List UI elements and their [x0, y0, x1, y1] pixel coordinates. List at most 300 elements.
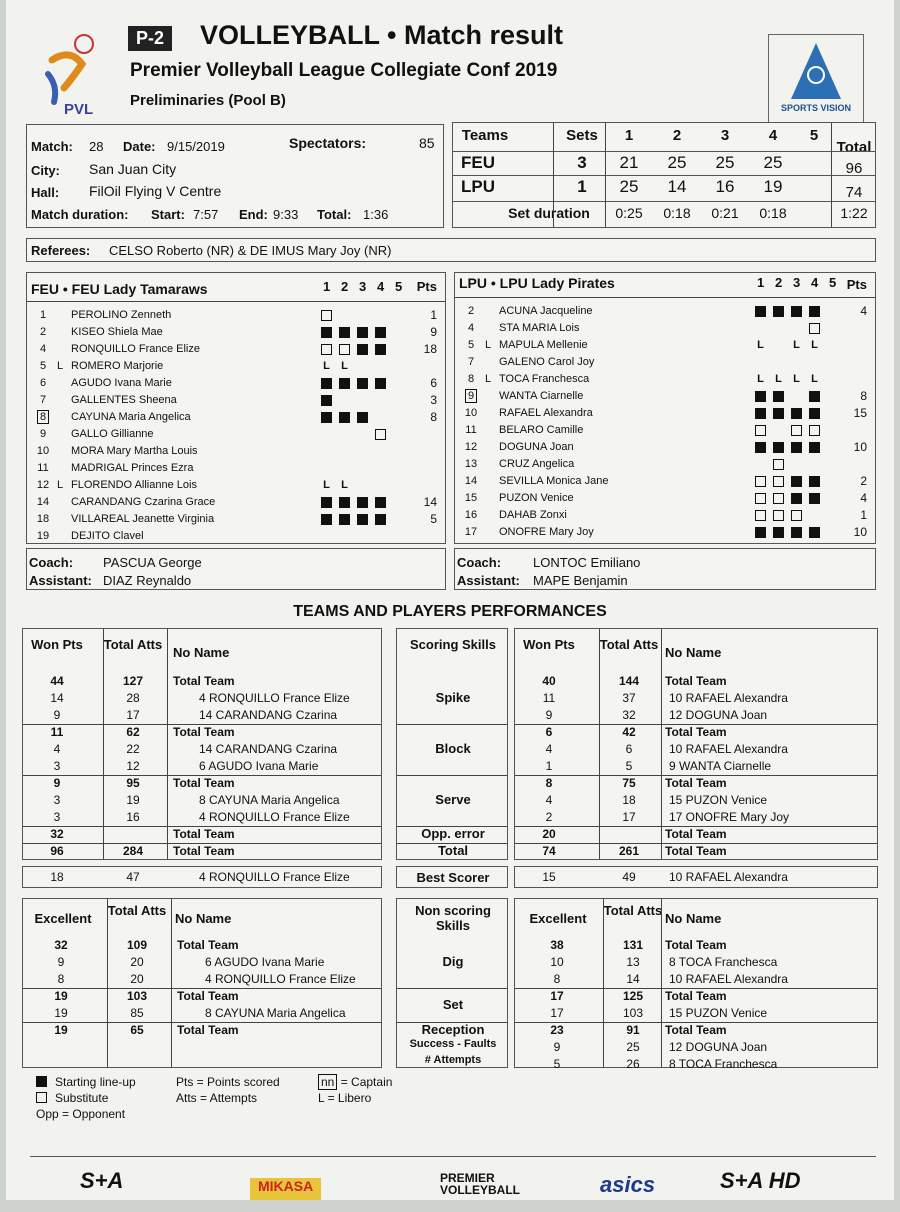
libero-marker: L: [485, 373, 492, 385]
player-stat-row: [23, 792, 381, 809]
feu-coach-box: [26, 548, 446, 590]
substitute-square-icon: [321, 344, 332, 355]
player-sets: [321, 463, 411, 474]
legend-left: [36, 1074, 136, 1122]
no-name-header: No Name: [173, 645, 230, 660]
spectators-count: 85: [419, 135, 435, 151]
stat-name: Total Team: [665, 776, 727, 790]
team-total-row: [23, 843, 381, 860]
lpu-set2: 14: [667, 177, 687, 196]
libero-set-marker: L: [793, 373, 800, 385]
feu-assistant: DIAZ Reynaldo: [103, 573, 192, 588]
starting-square-icon: [773, 306, 784, 317]
stat-attempts: 37: [622, 691, 636, 705]
player-points: 15: [853, 406, 867, 420]
feu-best-scorer: [22, 866, 382, 888]
stat-name: 15 PUZON Venice: [669, 1006, 768, 1020]
stat-excellent: 8: [57, 972, 65, 986]
stat-name: Total Team: [177, 938, 239, 952]
starting-square-icon: [357, 344, 368, 355]
stat-name: 10 RAFAEL Alexandra: [669, 972, 788, 986]
stat-name: Total Team: [177, 989, 239, 1003]
player-stat-row: [515, 1005, 877, 1022]
stat-excellent: 19: [54, 1006, 68, 1020]
total-label: Total:: [317, 207, 352, 222]
stat-name: Total Team: [665, 725, 727, 739]
player-sets: [321, 395, 411, 406]
player-number: 12: [464, 441, 478, 453]
nonscoring-skills-column: [396, 898, 508, 1068]
stat-excellent: 9: [545, 708, 553, 722]
referees-box: [26, 238, 876, 262]
player-number: 6: [39, 377, 47, 389]
scoring-skill-list: [397, 673, 507, 861]
stat-name: 6 AGUDO Ivana Marie: [205, 955, 325, 969]
player-name: GALLENTES Sheena: [71, 394, 177, 406]
starting-square-icon: [357, 497, 368, 508]
player-row: [27, 443, 445, 460]
lpu-best-scorer: [514, 866, 878, 888]
player-number: 14: [36, 496, 50, 508]
skill-label: Spike: [435, 690, 471, 705]
player-row: [455, 507, 875, 524]
substitute-square-icon: [755, 493, 766, 504]
starting-square-icon: [755, 527, 766, 538]
stat-attempts: 65: [130, 1023, 144, 1037]
substitute-square-icon: [809, 323, 820, 334]
stat-attempts: 125: [622, 989, 644, 1003]
starting-square-icon: [339, 514, 350, 525]
stat-attempts: 26: [626, 1057, 640, 1071]
stat-attempts: 20: [130, 972, 144, 986]
lpu-nonscoring-rows: [515, 937, 877, 1071]
stat-name: Total Team: [665, 674, 727, 688]
team-total-row: [515, 937, 877, 954]
col-set3: 3: [720, 127, 730, 144]
col-set4: 4: [768, 127, 778, 144]
stat-attempts: 95: [126, 776, 140, 790]
legend-captain: nn = Captain: [318, 1074, 392, 1090]
skill-label: Serve: [435, 792, 471, 807]
player-name: PEROLINO Zenneth: [71, 309, 172, 321]
lpu-scoring-rows: [515, 673, 877, 861]
player-row: [455, 490, 875, 507]
player-sets: [755, 357, 845, 368]
feu-set1: 21: [619, 153, 639, 172]
player-name: MAPULA Mellenie: [499, 339, 588, 351]
stat-name: Total Team: [665, 844, 727, 858]
stat-excellent: 6: [545, 725, 553, 739]
player-name: AGUDO Ivana Marie: [71, 377, 172, 389]
player-name: TOCA Franchesca: [499, 373, 590, 385]
player-sets: [321, 327, 411, 338]
starting-square-icon: [791, 408, 802, 419]
stat-name: 8 CAYUNA Maria Angelica: [205, 1006, 346, 1020]
lpu-pts-header: Pts: [846, 277, 867, 292]
stat-name: Total Team: [173, 827, 235, 841]
team-total-row: [515, 988, 877, 1005]
sets-row-lpu: [453, 175, 875, 201]
no-name-header: No Name: [175, 911, 232, 926]
player-row: [455, 405, 875, 422]
player-number: 2: [467, 305, 475, 317]
stat-excellent: 8: [545, 776, 553, 790]
player-sets: [321, 514, 411, 525]
substitute-square-icon: [809, 425, 820, 436]
divider: [605, 123, 606, 227]
divider: [30, 1156, 876, 1157]
player-points: 9: [430, 325, 437, 339]
libero-marker: L: [57, 479, 64, 491]
starting-square-icon: [809, 527, 820, 538]
col-set2: 2: [672, 127, 682, 144]
substitute-square-icon: [321, 310, 332, 321]
player-number: 5: [467, 339, 475, 351]
total-atts-header: Total Atts: [599, 637, 659, 652]
stat-excellent: 3: [53, 793, 61, 807]
player-name: CRUZ Angelica: [499, 458, 575, 470]
stat-attempts: 109: [126, 938, 148, 952]
stat-name: 8 TOCA Franchesca: [669, 955, 778, 969]
stat-name: 10 RAFAEL Alexandra: [669, 691, 788, 705]
stat-name: 4 RONQUILLO France Elize: [199, 691, 350, 705]
best-scorer-label: Best Scorer: [416, 870, 490, 885]
stat-name: 8 CAYUNA Maria Angelica: [199, 793, 340, 807]
divider: [553, 123, 554, 227]
stat-name: 10 RAFAEL Alexandra: [669, 742, 788, 756]
player-number: 8: [467, 373, 475, 385]
best-name: 10 RAFAEL Alexandra: [669, 870, 788, 884]
player-stat-row: [23, 741, 381, 758]
starting-square-icon: [357, 327, 368, 338]
player-stat-row: [515, 1056, 877, 1073]
player-row: [455, 524, 875, 541]
team-total-row: [515, 724, 877, 741]
stat-excellent: 17: [550, 989, 564, 1003]
starting-square-icon: [339, 412, 350, 423]
player-stat-row: [515, 792, 877, 809]
starting-square-icon: [339, 327, 350, 338]
asics-logo: asics: [600, 1172, 656, 1197]
starting-square-icon: [791, 527, 802, 538]
stat-name: Total Team: [177, 1023, 239, 1037]
stat-excellent: 19: [54, 989, 68, 1003]
stat-attempts: 42: [622, 725, 636, 739]
legend-starting: Starting line-up: [36, 1074, 136, 1090]
player-name: KISEO Shiela Mae: [71, 326, 163, 338]
player-stat-row: [23, 1039, 381, 1056]
starting-square-icon: [357, 378, 368, 389]
stat-attempts: 19: [126, 793, 140, 807]
player-name: ONOFRE Mary Joy: [499, 526, 594, 538]
player-number: 5: [39, 360, 47, 372]
total-atts-header: Total Atts: [603, 903, 663, 918]
player-sets: [321, 429, 411, 440]
stat-attempts: 91: [626, 1023, 640, 1037]
excellent-header: Excellent: [529, 911, 587, 926]
team-total-row: [23, 673, 381, 690]
player-number: 7: [467, 356, 475, 368]
libero-set-marker: L: [757, 339, 764, 351]
assistant-label: Assistant:: [29, 573, 92, 588]
stat-excellent: 9: [53, 776, 61, 790]
starting-square-icon: [809, 408, 820, 419]
team-total-row: [23, 937, 381, 954]
player-name: ACUNA Jacqueline: [499, 305, 593, 317]
player-sets: [321, 310, 411, 321]
player-name: ROMERO Marjorie: [71, 360, 164, 372]
sports-vision-icon: [769, 35, 863, 123]
player-number: 8: [33, 409, 53, 426]
sponsor-logo-hd: S+A HD: [720, 1168, 801, 1193]
substitute-square-icon: [791, 425, 802, 436]
col-teams: Teams: [461, 127, 509, 144]
player-number: 11: [37, 462, 49, 474]
set-duration-row: [453, 201, 875, 223]
libero-set-marker: L: [323, 479, 330, 491]
starting-square-icon: [375, 497, 386, 508]
starting-square-icon: [321, 514, 332, 525]
starting-square-icon: [321, 395, 332, 406]
player-stat-row: [23, 1056, 381, 1073]
stat-excellent: 32: [54, 938, 68, 952]
legend-opponent: Opp = Opponent: [36, 1107, 126, 1121]
substitute-square-icon: [773, 459, 784, 470]
team-feu: FEU: [461, 153, 495, 172]
best-scorer-label-box: [396, 866, 508, 888]
stat-excellent: 4: [53, 742, 61, 756]
divider: [27, 301, 445, 302]
end-label: End:: [239, 207, 268, 222]
player-sets: [321, 446, 411, 457]
stat-excellent: 3: [53, 810, 61, 824]
set-header: 3: [793, 275, 801, 290]
stat-excellent: 17: [550, 1006, 564, 1020]
player-name: DEJITO Clavel: [71, 530, 144, 542]
duration-label: Match duration:: [31, 207, 129, 222]
lpu-set4: 19: [763, 177, 783, 196]
city: San Juan City: [89, 161, 177, 177]
starting-square-icon: [755, 442, 766, 453]
stat-name: 14 CARANDANG Czarina: [199, 742, 338, 756]
player-row: [27, 528, 445, 545]
stat-excellent: 8: [553, 972, 561, 986]
player-number: 12: [36, 479, 50, 491]
set4-duration: 0:18: [759, 205, 787, 221]
feu-coach: PASCUA George: [103, 555, 202, 570]
feu-set2: 25: [667, 153, 687, 172]
divider: [397, 724, 507, 725]
stat-excellent: 4: [545, 793, 553, 807]
player-name: GALENO Carol Joy: [499, 356, 595, 368]
stat-attempts: 5: [625, 759, 633, 773]
set2-duration: 0:18: [663, 205, 691, 221]
stat-attempts: 6: [625, 742, 633, 756]
legend-right: [318, 1074, 392, 1106]
doc-code: P-2: [128, 26, 172, 51]
substitute-square-icon: [755, 476, 766, 487]
stat-attempts: 18: [622, 793, 636, 807]
match-label: Match:: [31, 139, 73, 154]
player-row: [455, 422, 875, 439]
player-number: 16: [464, 509, 478, 521]
lpu-nonscoring-table: [514, 898, 878, 1071]
player-stat-row: [23, 1005, 381, 1022]
feu-total: 96: [845, 160, 863, 177]
starting-square-icon: [809, 306, 820, 317]
stat-name: Total Team: [173, 725, 235, 739]
lpu-total: 74: [845, 184, 863, 201]
libero-set-marker: L: [793, 339, 800, 351]
player-row: [27, 392, 445, 409]
set-header: 1: [323, 279, 331, 294]
stat-attempts: 17: [126, 708, 140, 722]
stat-excellent: 5: [553, 1057, 561, 1071]
set-header: 3: [359, 279, 367, 294]
player-sets: [321, 531, 411, 542]
substitute-square-icon: [791, 510, 802, 521]
starting-square-icon: [375, 514, 386, 525]
no-name-header: No Name: [665, 911, 722, 926]
scoring-skills-column: [396, 628, 508, 860]
stat-excellent: 4: [545, 742, 553, 756]
player-stat-row: [23, 809, 381, 826]
player-sets: [321, 480, 411, 491]
stat-name: 8 TOCA Franchesca: [669, 1057, 778, 1071]
start-time: 7:57: [193, 207, 219, 222]
stat-excellent: 9: [57, 955, 65, 969]
substitute-square-icon: [773, 493, 784, 504]
set1-duration: 0:25: [615, 205, 643, 221]
player-row: [27, 494, 445, 511]
starting-square-icon: [773, 527, 784, 538]
pvl-logo-icon: [34, 30, 112, 118]
stat-excellent: 19: [54, 1023, 68, 1037]
player-sets: [755, 306, 845, 317]
libero-set-marker: L: [323, 360, 330, 372]
player-row: [27, 511, 445, 528]
end-time: 9:33: [273, 207, 299, 222]
libero-set-marker: L: [341, 479, 348, 491]
starting-square-icon: [755, 408, 766, 419]
player-row: [27, 409, 445, 426]
stat-excellent: 1: [545, 759, 553, 773]
best-name: 4 RONQUILLO France Elize: [199, 870, 350, 884]
player-sets: [755, 374, 845, 385]
player-number: 10: [464, 407, 478, 419]
sports-vision-logo: [768, 34, 864, 124]
starting-square-icon: [321, 378, 332, 389]
player-points: 3: [430, 393, 437, 407]
libero-set-marker: L: [811, 373, 818, 385]
lpu-team-title: LPU • LPU Lady Pirates: [459, 275, 615, 291]
stat-attempts: 127: [122, 674, 144, 688]
stat-name: Total Team: [665, 1023, 727, 1037]
player-points: 6: [430, 376, 437, 390]
set-header: 2: [775, 275, 783, 290]
stat-name: Total Team: [665, 938, 727, 952]
player-stat-row: [23, 971, 381, 988]
stat-name: 4 RONQUILLO France Elize: [205, 972, 356, 986]
referees-value: CELSO Roberto (NR) & DE IMUS Mary Joy (NR): [109, 243, 392, 258]
stat-name: 12 DOGUNA Joan: [669, 708, 768, 722]
stat-attempts: 261: [618, 844, 640, 858]
stat-name: Total Team: [173, 844, 235, 858]
player-points: 5: [430, 512, 437, 526]
total-time: 1:36: [363, 207, 389, 222]
player-stat-row: [23, 690, 381, 707]
team-total-row: [515, 843, 877, 860]
stat-attempts: 22: [126, 742, 140, 756]
stat-name: 15 PUZON Venice: [669, 793, 768, 807]
set-header: 4: [811, 275, 819, 290]
stat-excellent: 74: [542, 844, 556, 858]
stat-excellent: 2: [545, 810, 553, 824]
stat-attempts: 20: [130, 955, 144, 969]
pvl-logo: [34, 30, 112, 118]
svg-text:PVL: PVL: [64, 101, 94, 118]
stat-excellent: 14: [50, 691, 64, 705]
stat-excellent: 10: [550, 955, 564, 969]
substitute-square-icon: [36, 1092, 47, 1103]
team-total-row: [23, 724, 381, 741]
player-row: [27, 358, 445, 375]
player-sets: [755, 476, 845, 487]
starting-square-icon: [809, 493, 820, 504]
team-total-row: [23, 1022, 381, 1039]
player-name: CAYUNA Maria Angelica: [71, 411, 191, 423]
starting-square-icon: [375, 378, 386, 389]
player-stat-row: [23, 758, 381, 775]
col-set5: 5: [809, 127, 819, 144]
nonscoring-skills-header: Non scoring Skills: [415, 903, 491, 933]
stat-attempts: 103: [622, 1006, 644, 1020]
player-sets: [755, 391, 845, 402]
stat-attempts: 103: [126, 989, 148, 1003]
player-name: DAHAB Zonxi: [499, 509, 567, 521]
lpu-lineup: [454, 272, 876, 544]
player-number: 14: [464, 475, 478, 487]
player-stat-row: [515, 707, 877, 724]
assistant-label: Assistant:: [457, 573, 520, 588]
starting-square-icon: [791, 493, 802, 504]
sponsor-logo: S+A: [80, 1168, 124, 1193]
substitute-square-icon: [755, 510, 766, 521]
player-number: 1: [39, 309, 47, 321]
libero-set-marker: L: [775, 373, 782, 385]
col-sets: Sets: [566, 127, 598, 144]
player-name: MADRIGAL Princes Ezra: [71, 462, 194, 474]
player-points: 8: [860, 389, 867, 403]
starting-square-icon: [375, 327, 386, 338]
sets-row-feu: [453, 151, 875, 177]
stat-excellent: 20: [542, 827, 556, 841]
won-pts-header: Won Pts: [523, 637, 575, 652]
player-row: [455, 320, 875, 337]
hall: FilOil Flying V Centre: [89, 183, 222, 199]
premier-volleyball-logo: PREMIER VOLLEYBALL: [440, 1171, 520, 1197]
legend-substitute: Substitute: [36, 1090, 136, 1106]
player-points: 1: [860, 508, 867, 522]
best-atts: 49: [622, 870, 636, 884]
player-sets: [755, 527, 845, 538]
substitute-square-icon: [773, 510, 784, 521]
feu-lineup: [26, 272, 446, 544]
coach-label: Coach:: [29, 555, 74, 570]
feu-nonscoring-rows: [23, 937, 381, 1067]
stat-excellent: 38: [550, 938, 564, 952]
player-sets: [755, 442, 845, 453]
